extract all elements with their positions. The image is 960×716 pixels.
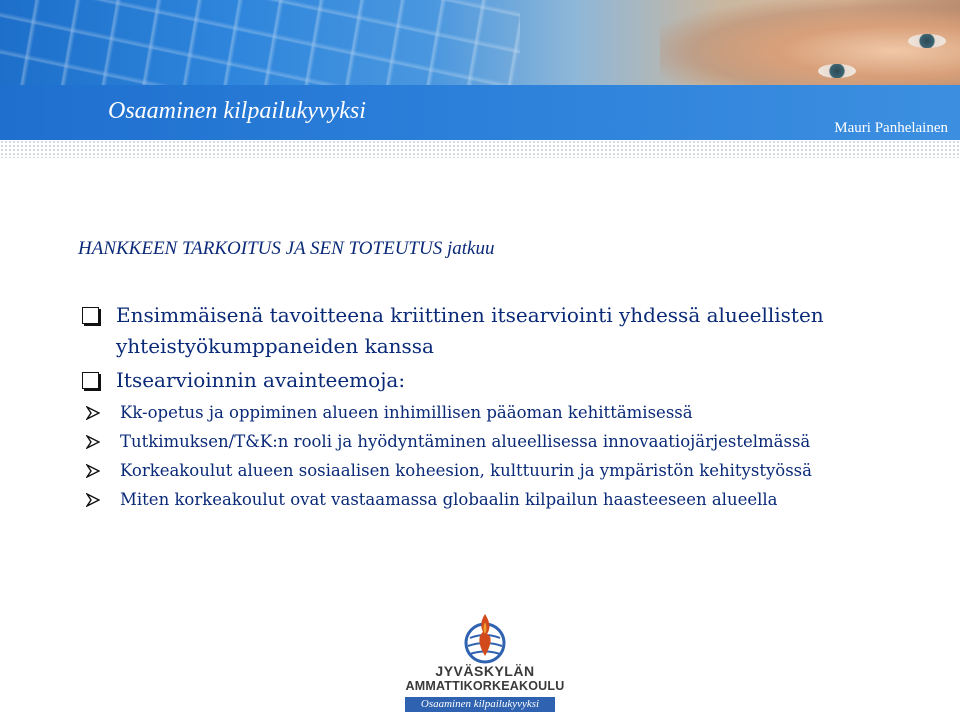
eye-right xyxy=(908,34,946,48)
arrowhead-bullet-icon xyxy=(86,493,100,507)
logo-line-1: JYVÄSKYLÄN xyxy=(435,663,535,679)
list-item xyxy=(78,300,938,362)
sub-list-item xyxy=(78,487,960,512)
list-item xyxy=(78,365,938,512)
arrowhead-bullet-icon xyxy=(86,464,100,478)
bullet-text: Itsearvioinnin avainteemoja: xyxy=(116,368,406,392)
sub-list-item xyxy=(78,400,960,425)
sub-bullet-text: Korkeakoulut alueen sosiaalisen koheesion, kulttuurin ja ympäristön kehitystyössä xyxy=(120,461,812,480)
sub-list-item xyxy=(78,458,960,483)
institution-logo xyxy=(385,610,585,705)
checkbox-bullet-icon xyxy=(82,307,99,324)
checkbox-bullet-icon xyxy=(82,372,99,389)
sub-bullet-text: Tutkimuksen/T&K:n rooli ja hyödyntäminen alueellisessa innovaatiojärjestelmässä xyxy=(120,432,811,451)
footer-slogan: Osaaminen kilpailukyvyksi xyxy=(420,698,540,710)
sub-bullet-list xyxy=(38,400,938,512)
sub-bullet-text: Miten korkeakoulut ovat vastaamassa globaalin kilpailun haasteeseen alueella xyxy=(120,490,778,509)
arrowhead-bullet-icon xyxy=(86,435,100,449)
section-subheading: HANKKEEN TARKOITUS JA SEN TOTEUTUS jatkuu xyxy=(78,238,495,259)
logo-line-2: AMMATTIKORKEAKOULU xyxy=(405,679,565,693)
keyboard-photo xyxy=(0,0,520,85)
author-name: Mauri Panhelainen xyxy=(834,120,948,136)
flame-globe-emblem-icon xyxy=(460,610,510,665)
bullet-list xyxy=(78,300,938,516)
sub-bullet-text: Kk-opetus ja oppiminen alueen inhimillisen pääoman kehittämisessä xyxy=(120,403,693,422)
eye-left xyxy=(818,64,856,78)
header-banner xyxy=(0,0,960,140)
dotted-divider xyxy=(0,140,960,158)
slide-title: Osaaminen kilpailukyvyksi xyxy=(108,98,366,124)
arrowhead-bullet-icon xyxy=(86,406,100,420)
sub-list-item xyxy=(78,429,960,454)
bullet-text: Ensimmäisenä tavoitteena kriittinen itsearviointi yhdessä alueellisten yhteistyökumppaneiden kanssa xyxy=(116,303,824,358)
